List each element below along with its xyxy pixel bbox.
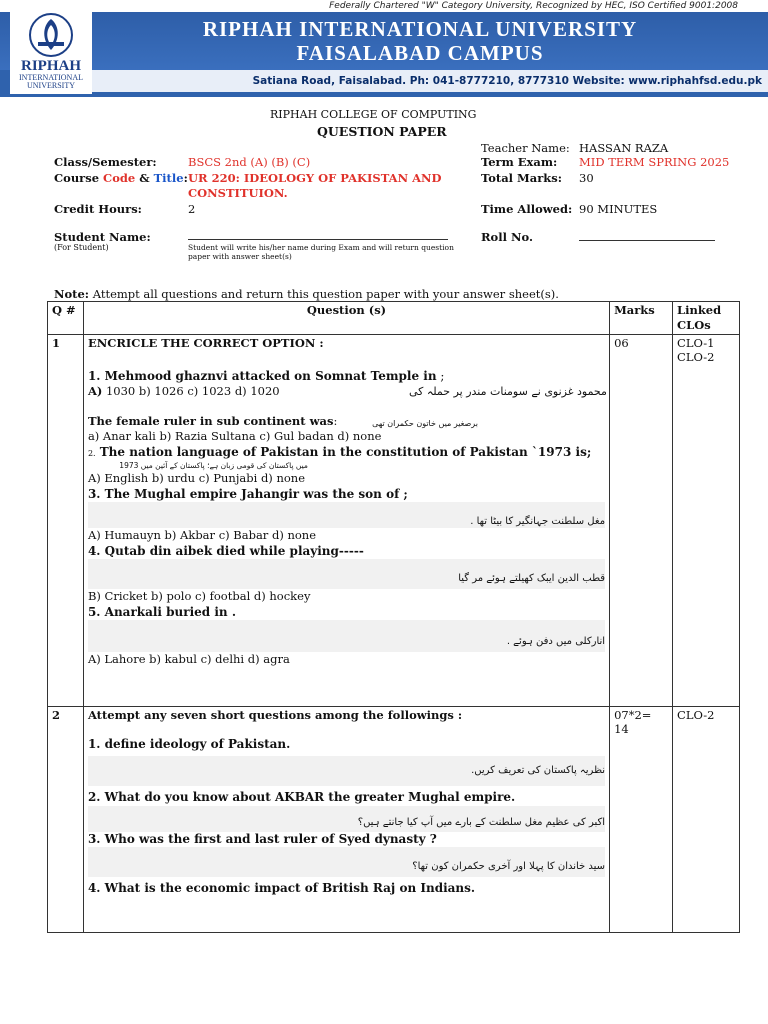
table-header-row	[48, 302, 740, 335]
course-label-title: Title	[153, 171, 184, 185]
q1d-options: A) Humauyn b) Akbar c) Babar d) none	[87, 528, 317, 542]
time-value: 90 MINUTES	[579, 202, 658, 216]
q1f-question: 5. Anarkali buried in .	[87, 604, 236, 619]
header-question: Question (s)	[83, 302, 609, 335]
q1d-urdu: مغل سلطنت جہانگیر کا بیٹا تھا .	[88, 502, 605, 528]
q1c-options: A) English b) urdu c) Punjabi d) none	[87, 471, 305, 485]
instructions-note	[54, 287, 559, 301]
q1b-block	[88, 414, 605, 429]
q2-item-4: 4. What is the economic impact of British Raj on Indians.	[87, 881, 476, 895]
charter-line: Federally Chartered "W" Category University, Recognized by HEC, ISO Certified 9001:2008	[329, 1, 738, 11]
q1c-text: The nation language of Pakistan in the constitution of Pakistan `1973 is;	[95, 444, 592, 459]
table-row	[48, 707, 740, 933]
course-value-1: UR 220: IDEOLOGY OF PAKISTAN AND	[188, 171, 442, 185]
marks-value: 30	[579, 171, 594, 185]
q2-body	[83, 707, 609, 933]
q1f-options: A) Lahore b) kabul c) delhi d) agra	[87, 652, 290, 666]
teacher-value: HASSAN RAZA	[579, 141, 669, 155]
class-label: Class/Semester:	[54, 155, 157, 169]
doc-title: QUESTION PAPER	[317, 124, 447, 139]
q1a-opts: 1030 b) 1026 c) 1023 d) 1020	[102, 384, 280, 398]
q1-marks: 06	[610, 335, 673, 707]
q1b-punct: :	[333, 414, 338, 428]
course-label-amp: &	[135, 171, 154, 185]
q1b-question	[88, 414, 337, 430]
course-label-colon: :	[183, 171, 188, 185]
q1e-options: B) Cricket b) polo c) footbal d) hockey	[87, 589, 311, 603]
course-label-a: Course	[54, 171, 104, 185]
credit-value: 2	[188, 202, 196, 216]
course-label	[54, 171, 188, 185]
student-note: Student will write his/her name during Exam and will return question paper with answer sheet(s)	[188, 243, 454, 261]
logo-subtitle	[10, 74, 92, 90]
student-sub: (For Student)	[54, 243, 109, 252]
q2-item-3: 3. Who was the first and last ruler of Syed dynasty ?	[87, 831, 437, 846]
university-name-line1: RIPHAH INTERNATIONAL UNIVERSITY	[202, 17, 638, 41]
course-label-code: Code	[103, 171, 136, 185]
q1-number: 1	[48, 335, 84, 707]
header-qnum: Q #	[48, 302, 84, 335]
header-clos: Linked CLOs	[673, 302, 740, 335]
teacher-label: Teacher Name:	[481, 141, 570, 155]
q1c-question	[88, 445, 605, 462]
university-name	[100, 17, 740, 65]
logo-subtitle-1: INTERNATIONAL	[19, 73, 83, 82]
q1a-opts-bold: A)	[87, 384, 103, 398]
q1e-urdu: قطب الدین ایبک کھیلتے ہوئے مر گیا	[88, 559, 605, 589]
q1b-text: The female ruler in sub continent was	[87, 414, 334, 428]
course-value-2: CONSTITUION.	[188, 186, 288, 200]
q2-clo: CLO-2	[673, 707, 740, 933]
q1-body	[83, 335, 609, 707]
q2-item-2-urdu: اکبر کی عظیم مغل سلطنت کے بارے میں آپ کیا جانتے ہیں؟	[88, 806, 605, 832]
q2-marks: 07*2= 14	[610, 707, 673, 933]
credit-label: Credit Hours:	[54, 202, 142, 216]
university-name-line2: FAISALABAD CAMPUS	[296, 41, 544, 65]
header-marks: Marks	[610, 302, 673, 335]
table-row	[48, 335, 740, 707]
university-logo	[10, 12, 92, 94]
logo-wordmark: RIPHAH	[21, 58, 81, 74]
campus-address: Satiana Road, Faisalabad. Ph: 041-8777210, 8777310 Website: www.riphahfsd.edu.pk	[90, 70, 768, 92]
q1a-question	[88, 369, 605, 385]
class-value: BSCS 2nd (A) (B) (C)	[188, 155, 311, 169]
college-name: RIPHAH COLLEGE OF COMPUTING	[270, 108, 477, 121]
q1c-urdu: میں پاکستان کی قومی زبان ہے؛ پاکستان کے آئین میں 1973	[119, 461, 308, 470]
university-banner	[0, 0, 768, 97]
term-value: MID TERM SPRING 2025	[579, 155, 730, 169]
q2-item-1: 1. define ideology of Pakistan.	[87, 736, 291, 751]
q1e-question: 4. Qutab din aibek died while playing-----	[87, 543, 364, 558]
q1-heading: ENCRICLE THE CORRECT OPTION :	[87, 336, 324, 350]
q2-item-3-urdu: سید خاندان کا پہلا اور آخری حکمران کون تھا؟	[88, 847, 605, 877]
q1a-text: 1. Mehmood ghaznvi attacked on Somnat Temple in	[87, 368, 437, 383]
time-label: Time Allowed:	[481, 202, 573, 216]
student-name-line[interactable]	[188, 239, 448, 240]
q1-clos	[673, 335, 740, 707]
q1a-urdu: محمود غزنوی نے سومنات مندر پر حملہ کی	[408, 385, 607, 398]
roll-number-line[interactable]	[579, 240, 715, 241]
q1d-question: 3. The Mughal empire Jahangir was the son of ;	[87, 486, 408, 501]
q2-number: 2	[48, 707, 84, 933]
q2-item-2: 2. What do you know about AKBAR the greater Mughal empire.	[87, 790, 516, 804]
logo-subtitle-2: UNIVERSITY	[27, 81, 75, 90]
q2-heading: Attempt any seven short questions among the followings :	[87, 708, 463, 722]
question-table	[47, 301, 740, 933]
q1c-number: 2.	[87, 448, 96, 458]
q1-clo-1: CLO-1	[677, 336, 715, 350]
student-label: Student Name:	[54, 230, 151, 244]
note-text: Attempt all questions and return this question paper with your answer sheet(s).	[89, 287, 559, 301]
note-label: Note:	[54, 287, 90, 301]
roll-label: Roll No.	[481, 230, 533, 244]
marks-label: Total Marks:	[481, 171, 562, 185]
term-label: Term Exam:	[481, 155, 558, 169]
q2-item-1-urdu: نظریہ پاکستان کی تعریف کریں.	[88, 756, 605, 786]
q1-clo-2: CLO-2	[677, 350, 715, 364]
q1a-punct: ;	[436, 368, 445, 383]
q1a-options-block	[88, 384, 605, 414]
emblem-icon	[28, 12, 74, 58]
q1f-urdu: انارکلی میں دفن ہوئے .	[88, 620, 605, 652]
q1b-urdu: برصغیر میں خاتون حکمران تھی	[372, 419, 478, 428]
q1b-options: a) Anar kali b) Razia Sultana c) Gul badan d) none	[87, 429, 382, 443]
